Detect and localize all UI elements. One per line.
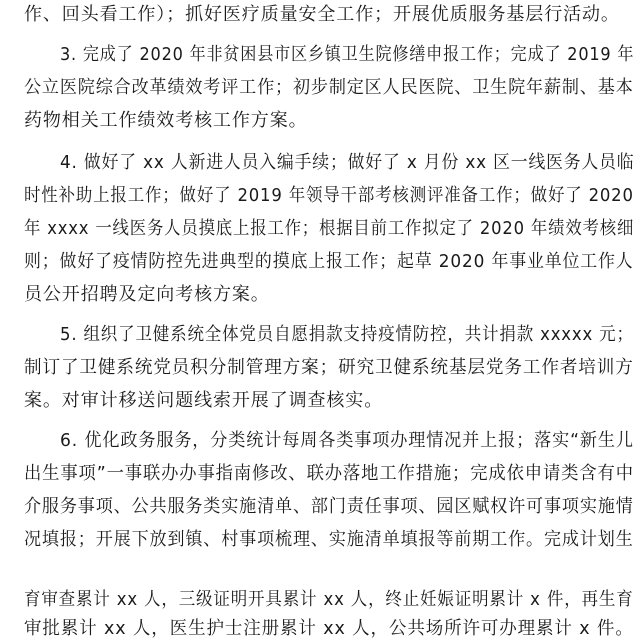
- paragraph-6-line: 6. 优化政务服务，分类统计每周各类事项办理情况并上报；落实“新生儿: [60, 430, 634, 451]
- paragraph-6-line: 介服务事项、公共服务类实施清单、部门责任事项、园区赋权许可事项实施情: [24, 496, 634, 517]
- paragraph-5-line: 案。对审计移送问题线索开展了调查核实。: [24, 390, 384, 411]
- paragraph-5-line: 制订了卫健系统党员积分制管理方案；研究卫健系统基层党务工作者培训方: [24, 357, 634, 378]
- paragraph-3-line: 公立医院综合改革绩效考评工作；初步制定区人民医院、卫生院年薪制、基本: [24, 77, 634, 98]
- paragraph-6-line: 审批累计 xx 人，医生护士注册累计 xx 人，公共场所许可办理累计 x 件。: [24, 618, 634, 639]
- paragraph-4-line: 员公开招聘及定向考核方案。: [24, 284, 270, 305]
- paragraph-4-line: 则；做好了疫情防控先进典型的摸底上报工作；起草 2020 年事业单位工作人: [24, 251, 634, 272]
- paragraph-4-line: 时性补助上报工作；做好了 2019 年领导干部考核测评准备工作；做好了 2020: [24, 185, 634, 206]
- paragraph-4-line: 年 xxxx 一线医务人员摸底上报工作；根据目前工作拟定了 2020 年绩效考核细: [24, 218, 635, 239]
- paragraph-6-line: 况填报；开展下放到镇、村事项梳理、实施清单填报等前期工作。完成计划生: [24, 529, 634, 550]
- paragraph-5-line: 5. 组织了卫健系统全体党员自愿捐款支持疫情防控，共计捐款 xxxxx 元；: [60, 324, 634, 345]
- text-line: 作、回头看工作）；抓好医疗质量安全工作；开展优质服务基层行活动。: [24, 4, 620, 25]
- paragraph-4-line: 4. 做好了 xx 人新进人员入编手续；做好了 x 月份 xx 区一线医务人员临: [60, 152, 635, 173]
- paragraph-6-line: 出生事项”一事联办办事指南修改、联办落地工作措施；完成依申请类含有中: [24, 463, 634, 484]
- paragraph-3-line: 3. 完成了 2020 年非贫困县市区乡镇卫生院修缮申报工作；完成了 2019 年: [60, 44, 635, 65]
- paragraph-3-line: 药物相关工作绩效考核工作方案。: [24, 110, 308, 131]
- paragraph-6-line: 育审查累计 xx 人，三级证明开具累计 xx 人，终止妊娠证明累计 x 件，再生育: [24, 589, 634, 610]
